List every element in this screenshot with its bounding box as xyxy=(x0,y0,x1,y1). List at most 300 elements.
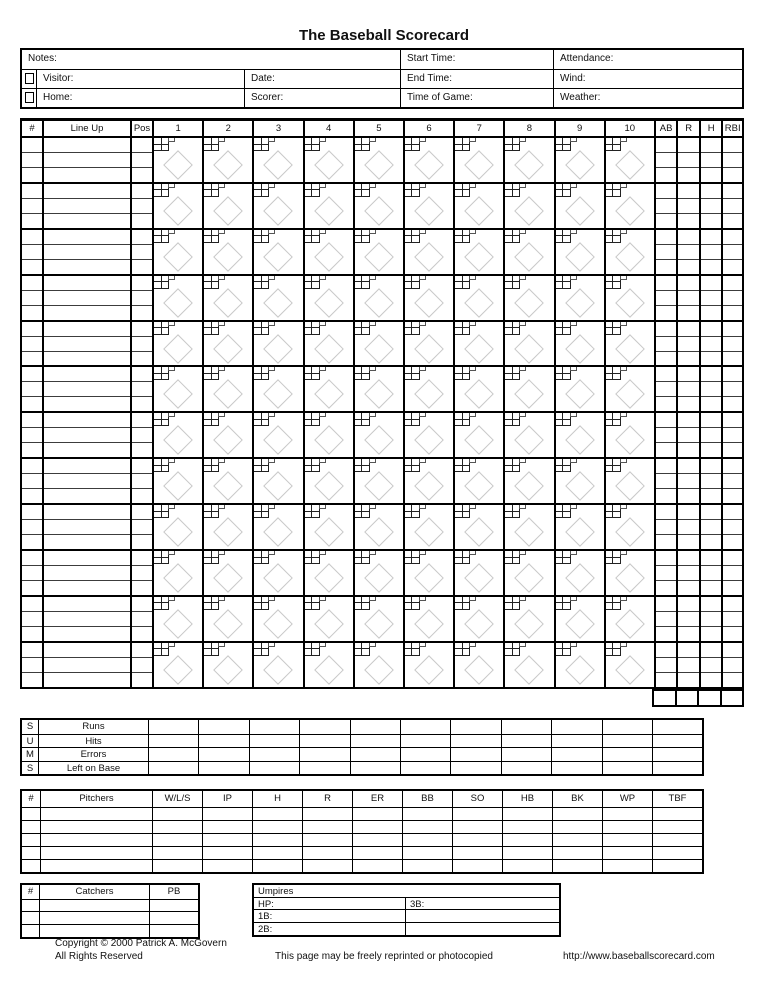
at-bat-cell xyxy=(152,505,202,549)
at-bat-cell xyxy=(453,322,503,366)
lineup-subrow xyxy=(22,138,42,152)
stat-subrow xyxy=(701,184,722,198)
umpire-1b-field: 1B: xyxy=(258,911,273,923)
stat-cell-rbi xyxy=(721,322,742,366)
pitcher-cell xyxy=(302,808,352,820)
pitch-count-grid xyxy=(555,184,571,197)
lineup-pos-cell xyxy=(130,413,152,457)
pitch-count-grid xyxy=(153,184,169,197)
stat-subrow xyxy=(723,657,742,672)
pitch-count-extra-box xyxy=(469,322,476,326)
sums-inning-cell xyxy=(400,720,450,734)
stat-subrow xyxy=(678,551,699,565)
stat-cell-rbi xyxy=(721,459,742,503)
stat-subrow xyxy=(701,611,722,626)
catcher-cell xyxy=(39,912,149,924)
at-bat-cell xyxy=(453,138,503,182)
at-bat-cell xyxy=(604,322,654,366)
lineup-name-cell xyxy=(42,459,130,503)
pitcher-cell xyxy=(552,808,602,820)
at-bat-cell xyxy=(503,230,553,274)
batter-row xyxy=(22,228,742,274)
pitch-count-grid xyxy=(153,413,169,426)
umpire-2b-field: 2B: xyxy=(258,924,273,936)
lineup-subrow xyxy=(44,351,130,366)
stat-cell-rbi xyxy=(721,276,742,320)
lineup-subrow xyxy=(22,611,42,626)
basepath-diamond-icon xyxy=(515,609,545,639)
stat-subrow xyxy=(723,367,742,381)
pitch-count-extra-box xyxy=(519,597,526,601)
pitcher-cell xyxy=(352,821,402,833)
pitch-count-extra-box xyxy=(319,597,326,601)
at-bat-cell xyxy=(503,367,553,411)
stat-cell-rbi xyxy=(721,505,742,549)
umpires-row-3 xyxy=(254,922,559,935)
pitch-count-grid xyxy=(555,230,571,243)
at-bat-cell xyxy=(503,459,553,503)
pitcher-cell xyxy=(502,847,552,859)
basepath-diamond-icon xyxy=(464,288,494,318)
pitch-count-grid xyxy=(404,276,420,289)
pitch-count-extra-box xyxy=(218,597,225,601)
basepath-diamond-icon xyxy=(314,196,344,226)
basepath-diamond-icon xyxy=(615,196,645,226)
sums-inning-cell xyxy=(551,762,601,775)
basepath-diamond-icon xyxy=(213,150,243,180)
stat-subrow xyxy=(656,551,677,565)
pitcher-column-header: WP xyxy=(602,791,652,807)
lineup-subrow xyxy=(44,442,130,457)
stat-subrow xyxy=(678,167,699,182)
basepath-diamond-icon xyxy=(464,563,494,593)
stat-subrow xyxy=(723,244,742,259)
at-bat-cell xyxy=(303,505,353,549)
pitch-count-extra-box xyxy=(570,413,577,417)
basepath-diamond-icon xyxy=(414,609,444,639)
basepath-diamond-icon xyxy=(414,563,444,593)
pitch-count-extra-box xyxy=(218,643,225,647)
pitch-count-grid xyxy=(203,276,219,289)
basepath-diamond-icon xyxy=(213,196,243,226)
stat-subrow xyxy=(656,611,677,626)
pitch-count-grid xyxy=(153,551,169,564)
stat-subrow xyxy=(678,184,699,198)
lineup-subrow xyxy=(22,657,42,672)
lineup-subrow xyxy=(22,152,42,167)
at-bat-cell xyxy=(152,230,202,274)
pitch-count-extra-box xyxy=(218,505,225,509)
stat-subrow xyxy=(701,413,722,427)
catcher-cell xyxy=(22,925,39,937)
at-bat-cell xyxy=(303,138,353,182)
at-bat-cell xyxy=(303,367,353,411)
pitch-count-extra-box xyxy=(168,367,175,371)
stat-subrow xyxy=(678,657,699,672)
catchers-table xyxy=(20,883,200,939)
basepath-diamond-icon xyxy=(264,150,294,180)
at-bat-cell xyxy=(252,459,302,503)
pitch-count-extra-box xyxy=(419,505,426,509)
pitch-count-extra-box xyxy=(419,413,426,417)
umpire-1b-blank xyxy=(405,910,559,922)
stat-cell-r xyxy=(676,367,699,411)
pitcher-cell xyxy=(652,834,702,846)
pitch-count-extra-box xyxy=(419,138,426,142)
grid-column-header: 7 xyxy=(453,121,503,136)
basepath-diamond-icon xyxy=(515,655,545,685)
stat-subrow xyxy=(678,138,699,152)
pitch-count-extra-box xyxy=(620,276,627,280)
sums-inning-cell xyxy=(198,748,248,761)
stat-subrow xyxy=(678,259,699,274)
sums-total-cell xyxy=(652,720,702,734)
stat-subrow xyxy=(656,657,677,672)
pitch-count-grid xyxy=(304,413,320,426)
pitch-count-extra-box xyxy=(268,184,275,188)
pitch-count-grid xyxy=(203,184,219,197)
stat-subrow xyxy=(656,336,677,351)
batter-row xyxy=(22,595,742,641)
stat-subrow xyxy=(678,505,699,519)
lineup-subrow xyxy=(132,413,152,427)
pitcher-cell xyxy=(252,808,302,820)
stat-subrow xyxy=(701,565,722,580)
pitch-count-extra-box xyxy=(369,551,376,555)
lineup-number-cell xyxy=(22,322,42,366)
lineup-subrow xyxy=(22,184,42,198)
pitch-count-grid xyxy=(203,367,219,380)
stat-cell-h xyxy=(699,322,722,366)
at-bat-cell xyxy=(303,184,353,228)
at-bat-cell xyxy=(604,551,654,595)
lineup-subrow xyxy=(44,597,130,611)
sums-inning-cell xyxy=(299,748,349,761)
pitcher-column-header: SO xyxy=(452,791,502,807)
lineup-pos-cell xyxy=(130,322,152,366)
pitcher-cell xyxy=(22,808,40,820)
footer-url: http://www.baseballscorecard.com xyxy=(563,951,715,962)
stat-subrow xyxy=(656,672,677,687)
scorer-field: Scorer: xyxy=(244,89,400,107)
pitch-count-grid xyxy=(304,230,320,243)
pitcher-column-header: ER xyxy=(352,791,402,807)
stat-subrow xyxy=(656,276,677,290)
pitch-count-grid xyxy=(253,643,269,656)
pitch-count-extra-box xyxy=(419,643,426,647)
sums-inning-cell xyxy=(602,720,652,734)
pitcher-cell xyxy=(302,821,352,833)
stat-subrow xyxy=(701,580,722,595)
catcher-column-header: Catchers xyxy=(39,885,149,899)
pitch-count-grid xyxy=(404,184,420,197)
pitch-count-extra-box xyxy=(620,367,627,371)
at-bat-cell xyxy=(503,184,553,228)
stat-subrow xyxy=(678,305,699,320)
basepath-diamond-icon xyxy=(414,334,444,364)
pitch-count-grid xyxy=(504,505,520,518)
lineup-pos-cell xyxy=(130,551,152,595)
pitch-count-grid xyxy=(555,276,571,289)
lineup-subrow xyxy=(44,672,130,687)
stat-subrow xyxy=(656,305,677,320)
pitch-count-grid xyxy=(354,230,370,243)
pitch-count-grid xyxy=(354,138,370,151)
sums-total-cell xyxy=(652,748,702,761)
basepath-diamond-icon xyxy=(464,380,494,410)
stat-subrow xyxy=(656,322,677,336)
at-bat-cell xyxy=(303,459,353,503)
lineup-pos-cell xyxy=(130,367,152,411)
lineup-subrow xyxy=(22,351,42,366)
pitch-count-grid xyxy=(253,505,269,518)
lineup-number-cell xyxy=(22,505,42,549)
stat-cell-ab xyxy=(654,551,677,595)
start-time-field: Start Time: xyxy=(400,50,553,69)
pitch-count-grid xyxy=(404,367,420,380)
grid-column-header: 3 xyxy=(252,121,302,136)
lineup-subrow xyxy=(44,167,130,182)
pitcher-row xyxy=(22,859,702,872)
pitch-count-grid xyxy=(253,551,269,564)
pitch-count-grid xyxy=(354,505,370,518)
pitch-count-grid xyxy=(504,367,520,380)
basepath-diamond-icon xyxy=(213,288,243,318)
pitcher-cell xyxy=(502,808,552,820)
wind-field: Wind: xyxy=(553,70,742,88)
stat-cell-rbi xyxy=(721,643,742,687)
pitcher-row xyxy=(22,820,702,833)
stat-total-cell-h xyxy=(697,691,720,705)
at-bat-cell xyxy=(503,505,553,549)
stat-cell-h xyxy=(699,230,722,274)
basepath-diamond-icon xyxy=(464,196,494,226)
pitch-count-extra-box xyxy=(319,413,326,417)
at-bat-cell xyxy=(503,551,553,595)
lineup-subrow xyxy=(22,336,42,351)
pitcher-column-header: IP xyxy=(202,791,252,807)
pitcher-column-header: BB xyxy=(402,791,452,807)
lineup-number-cell xyxy=(22,643,42,687)
lineup-subrow xyxy=(22,505,42,519)
at-bat-cell xyxy=(604,367,654,411)
at-bat-cell xyxy=(152,597,202,641)
stat-subrow xyxy=(701,597,722,611)
stat-subrow xyxy=(678,672,699,687)
pitch-count-extra-box xyxy=(620,138,627,142)
at-bat-cell xyxy=(353,184,403,228)
at-bat-cell xyxy=(554,230,604,274)
pitch-count-extra-box xyxy=(168,184,175,188)
pitcher-cell xyxy=(302,860,352,872)
sums-row-label: Left on Base xyxy=(38,762,148,775)
basepath-diamond-icon xyxy=(615,563,645,593)
at-bat-cell xyxy=(604,138,654,182)
sums-inning-cell xyxy=(249,762,299,775)
stat-subrow xyxy=(701,138,722,152)
stat-cell-r xyxy=(676,276,699,320)
pitcher-cell xyxy=(40,860,152,872)
lineup-subrow xyxy=(44,611,130,626)
basepath-diamond-icon xyxy=(314,517,344,547)
sums-inning-cell xyxy=(501,762,551,775)
sums-row xyxy=(22,720,702,734)
lineup-subrow xyxy=(22,213,42,228)
pitcher-cell xyxy=(452,860,502,872)
batter-row xyxy=(22,274,742,320)
lineup-subrow xyxy=(132,427,152,442)
pitch-count-grid xyxy=(354,459,370,472)
basepath-diamond-icon xyxy=(414,517,444,547)
pitcher-cell xyxy=(152,834,202,846)
pitch-count-grid xyxy=(304,322,320,335)
batter-row xyxy=(22,411,742,457)
stat-cell-h xyxy=(699,138,722,182)
at-bat-cell xyxy=(503,138,553,182)
basepath-diamond-icon xyxy=(163,288,193,318)
at-bat-cell xyxy=(252,138,302,182)
lineup-name-cell xyxy=(42,413,130,457)
at-bat-cell xyxy=(202,505,252,549)
pitch-count-extra-box xyxy=(319,230,326,234)
stat-subrow xyxy=(723,597,742,611)
stat-subrow xyxy=(723,351,742,366)
pitcher-column-header: HB xyxy=(502,791,552,807)
pitch-count-grid xyxy=(504,459,520,472)
pitch-count-extra-box xyxy=(319,505,326,509)
stat-subrow xyxy=(656,381,677,396)
umpires-title: Umpires xyxy=(258,886,294,897)
sums-inning-cell xyxy=(551,748,601,761)
stat-cell-rbi xyxy=(721,184,742,228)
sums-inning-cell xyxy=(249,735,299,748)
stat-subrow xyxy=(723,152,742,167)
pitch-count-grid xyxy=(605,459,621,472)
pitch-count-grid xyxy=(253,184,269,197)
stat-subrow xyxy=(656,152,677,167)
pitch-count-extra-box xyxy=(369,505,376,509)
basepath-diamond-icon xyxy=(565,425,595,455)
basepath-diamond-icon xyxy=(213,655,243,685)
pitch-count-extra-box xyxy=(620,643,627,647)
pitch-count-extra-box xyxy=(168,643,175,647)
lineup-subrow xyxy=(132,643,152,657)
stat-subrow xyxy=(701,459,722,473)
lineup-name-cell xyxy=(42,643,130,687)
stat-subrow xyxy=(678,427,699,442)
pitch-count-extra-box xyxy=(218,459,225,463)
pitcher-cell xyxy=(22,860,40,872)
basepath-diamond-icon xyxy=(615,425,645,455)
pitch-count-extra-box xyxy=(168,230,175,234)
at-bat-cell xyxy=(252,276,302,320)
lineup-subrow xyxy=(22,442,42,457)
basepath-diamond-icon xyxy=(565,380,595,410)
at-bat-cell xyxy=(152,184,202,228)
stat-subrow xyxy=(678,322,699,336)
pitch-count-grid xyxy=(555,597,571,610)
sums-inning-cell xyxy=(198,720,248,734)
lineup-subrow xyxy=(44,322,130,336)
sums-inning-cell xyxy=(400,762,450,775)
sums-letter: M xyxy=(26,749,34,761)
sums-table xyxy=(20,718,704,776)
pitch-count-extra-box xyxy=(570,505,577,509)
at-bat-cell xyxy=(202,276,252,320)
pitch-count-extra-box xyxy=(319,367,326,371)
stat-subrow xyxy=(723,580,742,595)
basepath-diamond-icon xyxy=(163,196,193,226)
pitch-count-extra-box xyxy=(469,643,476,647)
sums-inning-cell xyxy=(350,762,400,775)
lineup-subrow xyxy=(22,396,42,411)
pitcher-cell xyxy=(152,821,202,833)
sums-row-label: Hits xyxy=(38,735,148,748)
info-row-home xyxy=(22,88,742,107)
pitch-count-extra-box xyxy=(268,505,275,509)
stat-cell-r xyxy=(676,138,699,182)
pitch-count-extra-box xyxy=(319,184,326,188)
pitch-count-extra-box xyxy=(369,459,376,463)
basepath-diamond-icon xyxy=(565,609,595,639)
pitch-count-extra-box xyxy=(369,184,376,188)
at-bat-cell xyxy=(303,276,353,320)
pitch-count-grid xyxy=(304,138,320,151)
pitch-count-grid xyxy=(555,322,571,335)
lineup-subrow xyxy=(44,213,130,228)
lineup-subrow xyxy=(22,322,42,336)
basepath-diamond-icon xyxy=(364,609,394,639)
pitch-count-grid xyxy=(605,413,621,426)
stat-subrow xyxy=(656,213,677,228)
pitch-count-extra-box xyxy=(519,367,526,371)
basepath-diamond-icon xyxy=(314,609,344,639)
pitch-count-extra-box xyxy=(419,184,426,188)
pitch-count-extra-box xyxy=(168,551,175,555)
pitcher-column-header: R xyxy=(302,791,352,807)
pitch-count-grid xyxy=(605,597,621,610)
at-bat-cell xyxy=(554,322,604,366)
at-bat-cell xyxy=(202,413,252,457)
stat-subrow xyxy=(678,276,699,290)
stat-cell-h xyxy=(699,459,722,503)
at-bat-cell xyxy=(604,597,654,641)
pitch-count-grid xyxy=(253,459,269,472)
basepath-diamond-icon xyxy=(264,563,294,593)
sums-inning-cell xyxy=(501,720,551,734)
basepath-diamond-icon xyxy=(464,517,494,547)
at-bat-cell xyxy=(554,276,604,320)
lineup-subrow xyxy=(44,305,130,320)
sums-inning-cell xyxy=(299,720,349,734)
catcher-cell xyxy=(39,900,149,912)
pitch-count-extra-box xyxy=(620,413,627,417)
stat-subrow xyxy=(723,427,742,442)
pitch-count-grid xyxy=(304,597,320,610)
grid-column-header: RBI xyxy=(721,121,742,136)
pitch-count-grid xyxy=(605,367,621,380)
pitch-count-extra-box xyxy=(168,276,175,280)
at-bat-cell xyxy=(554,459,604,503)
basepath-diamond-icon xyxy=(264,288,294,318)
basepath-diamond-icon xyxy=(264,655,294,685)
home-field: Home: xyxy=(36,89,244,107)
pitch-count-grid xyxy=(504,184,520,197)
basepath-diamond-icon xyxy=(464,425,494,455)
pitch-count-grid xyxy=(504,322,520,335)
pitcher-cell xyxy=(252,821,302,833)
lineup-subrow xyxy=(44,488,130,503)
